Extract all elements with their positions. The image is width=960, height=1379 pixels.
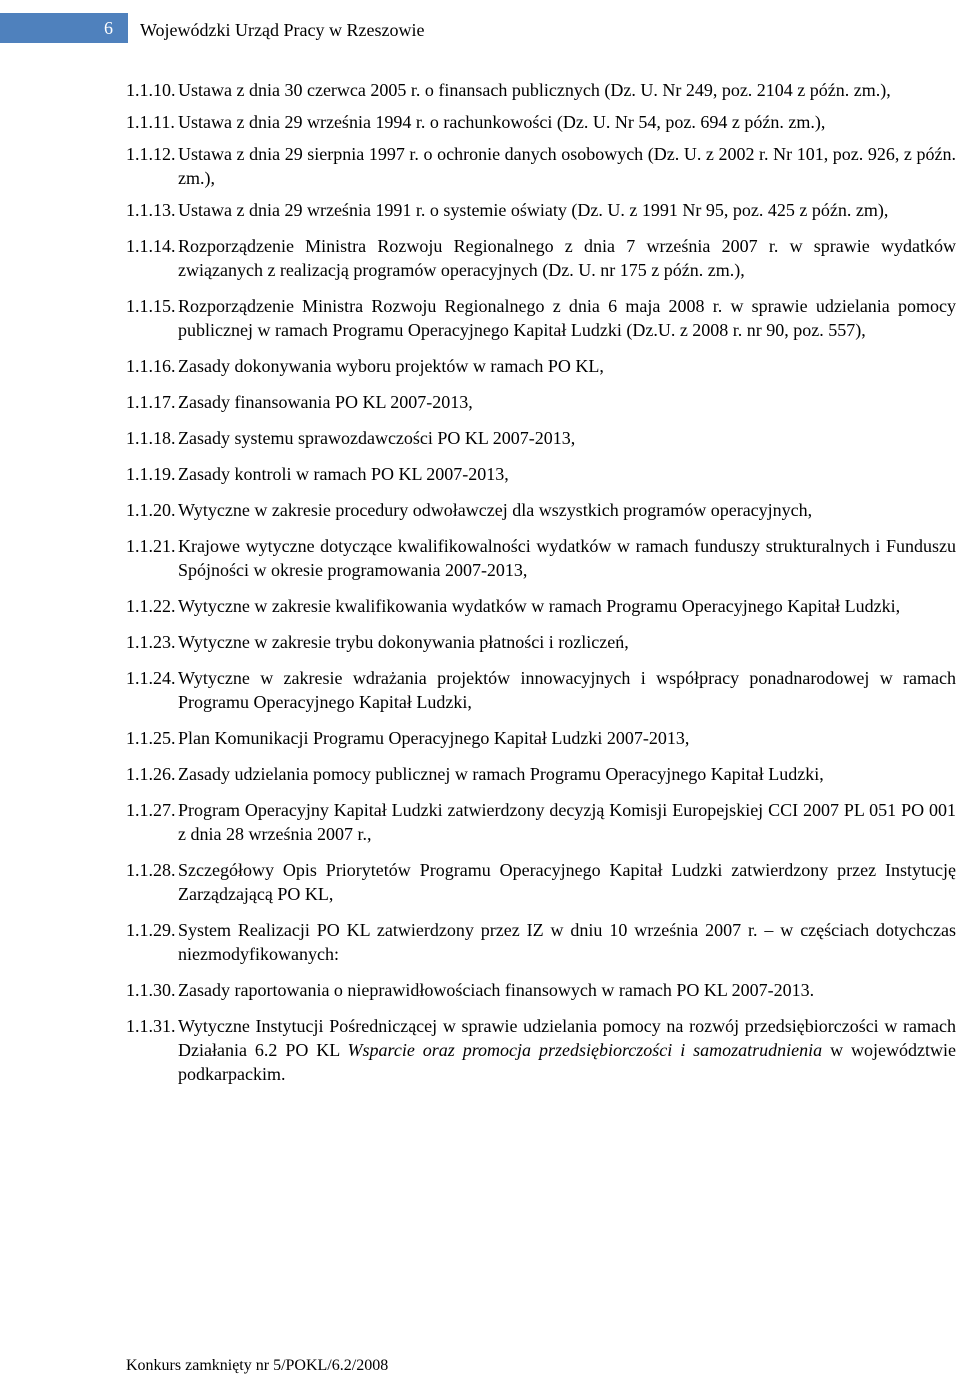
item-text	[178, 1014, 956, 1086]
item-number: 1.1.13.	[126, 200, 176, 220]
item-number: 1.1.17.	[126, 392, 176, 412]
item-number: 1.1.23.	[126, 632, 176, 652]
list-item	[126, 462, 956, 486]
item-text: Szczegółowy Opis Priorytetów Programu Operacyjnego Kapitał Ludzki zatwierdzony przez Instytucję Zarządzającą PO KL,	[178, 860, 956, 904]
list-item	[126, 630, 956, 654]
item-text-part: w województwie podkarpackim.	[178, 1040, 957, 1084]
item-number: 1.1.29.	[126, 920, 176, 940]
page-number-box	[0, 13, 128, 43]
page-footer: Konkurs zamknięty nr 5/POKL/6.2/2008	[126, 1357, 389, 1374]
item-number: 1.1.14.	[126, 236, 176, 256]
list-item	[126, 426, 956, 450]
item-number: 1.1.16.	[126, 356, 176, 376]
item-number: 1.1.10.	[126, 80, 176, 100]
list-item	[126, 498, 956, 522]
list-item	[126, 390, 956, 414]
item-number: 1.1.18.	[126, 428, 176, 448]
item-text-part: Wytyczne Instytucji Pośredniczącej w sprawie udzielania pomocy na rozwój przedsiębiorczości w ramach Działania 6.2 PO KL	[178, 1016, 956, 1060]
item-text: Ustawa z dnia 29 sierpnia 1997 r. o ochronie danych osobowych (Dz. U. z 2002 r. Nr 101, poz. 926, z późn. zm.),	[178, 144, 956, 188]
header-title: Wojewódzki Urząd Pracy w Rzeszowie	[140, 20, 425, 40]
list-item	[126, 142, 956, 190]
list-item	[126, 294, 956, 342]
item-text: Rozporządzenie Ministra Rozwoju Regionalnego z dnia 7 września 2007 r. w sprawie wydatków związanych z realizacją programów operacyjnych (Dz. U. nr 175 z późn. zm.),	[178, 236, 956, 280]
item-text: Program Operacyjny Kapitał Ludzki zatwierdzony decyzją Komisji Europejskiej CCI 2007 PL 051 PO 001 z dnia 28 września 2007 r.,	[178, 800, 956, 844]
item-text: Rozporządzenie Ministra Rozwoju Regionalnego z dnia 6 maja 2008 r. w sprawie udzielania pomocy publicznej w ramach Programu Operacyjnego Kapitał Ludzki (Dz.U. z 2008 r. nr 90, poz. 557),	[178, 296, 956, 340]
list-item	[126, 1014, 956, 1086]
item-text: Ustawa z dnia 29 września 1991 r. o systemie oświaty (Dz. U. z 1991 Nr 95, poz. 425 z późn. zm),	[178, 200, 889, 220]
item-number: 1.1.15.	[126, 296, 176, 316]
list-item	[126, 354, 956, 378]
item-text-italic: Wsparcie oraz promocja przedsiębiorczości i samozatrudnienia	[347, 1040, 823, 1060]
item-number: 1.1.27.	[126, 800, 176, 820]
item-text: System Realizacji PO KL zatwierdzony przez IZ w dniu 10 września 2007 r. – w częściach dotychczas niezmodyfikowanych:	[178, 920, 956, 964]
list-item	[126, 666, 956, 714]
item-number: 1.1.25.	[126, 728, 176, 748]
list-item	[126, 726, 956, 750]
item-number: 1.1.22.	[126, 596, 176, 616]
item-text: Wytyczne w zakresie wdrażania projektów innowacyjnych i współpracy ponadnarodowej w ramach Programu Operacyjnego Kapitał Ludzki,	[178, 668, 956, 712]
legal-basis-list	[126, 78, 956, 1098]
item-text: Wytyczne w zakresie procedury odwoławczej dla wszystkich programów operacyjnych,	[178, 500, 813, 520]
item-number: 1.1.19.	[126, 464, 176, 484]
page-number: 6	[104, 18, 113, 38]
item-text: Wytyczne w zakresie trybu dokonywania płatności i rozliczeń,	[178, 632, 629, 652]
item-text: Krajowe wytyczne dotyczące kwalifikowalności wydatków w ramach funduszy strukturalnych i Funduszu Spójności w okresie programowania 2007-2013,	[178, 536, 956, 580]
item-text: Zasady dokonywania wyboru projektów w ramach PO KL,	[178, 356, 604, 376]
item-text: Zasady kontroli w ramach PO KL 2007-2013,	[178, 464, 509, 484]
list-item	[126, 234, 956, 282]
item-number: 1.1.26.	[126, 764, 176, 784]
list-item	[126, 918, 956, 966]
list-item	[126, 110, 956, 134]
item-text: Ustawa z dnia 29 września 1994 r. o rachunkowości (Dz. U. Nr 54, poz. 694 z późn. zm.),	[178, 112, 826, 132]
item-text: Zasady systemu sprawozdawczości PO KL 2007-2013,	[178, 428, 576, 448]
item-text: Zasady udzielania pomocy publicznej w ramach Programu Operacyjnego Kapitał Ludzki,	[178, 764, 824, 784]
list-item	[126, 594, 956, 618]
list-item	[126, 78, 956, 102]
item-number: 1.1.31.	[126, 1016, 176, 1036]
item-text: Zasady raportowania o nieprawidłowościach finansowych w ramach PO KL 2007-2013.	[178, 980, 815, 1000]
item-text: Ustawa z dnia 30 czerwca 2005 r. o finansach publicznych (Dz. U. Nr 249, poz. 2104 z późn. zm.),	[178, 80, 891, 100]
list-item	[126, 798, 956, 846]
item-number: 1.1.30.	[126, 980, 176, 1000]
list-item	[126, 198, 956, 222]
item-number: 1.1.24.	[126, 668, 176, 688]
list-item	[126, 762, 956, 786]
list-item	[126, 858, 956, 906]
list-item	[126, 978, 956, 1002]
item-text: Plan Komunikacji Programu Operacyjnego Kapitał Ludzki 2007-2013,	[178, 728, 690, 748]
item-text: Zasady finansowania PO KL 2007-2013,	[178, 392, 473, 412]
item-number: 1.1.20.	[126, 500, 176, 520]
item-number: 1.1.21.	[126, 536, 176, 556]
item-number: 1.1.11.	[126, 112, 175, 132]
item-text: Wytyczne w zakresie kwalifikowania wydatków w ramach Programu Operacyjnego Kapitał Ludzki,	[178, 596, 901, 616]
page-header	[0, 13, 960, 43]
list-item	[126, 534, 956, 582]
item-number: 1.1.12.	[126, 144, 176, 164]
item-number: 1.1.28.	[126, 860, 176, 880]
